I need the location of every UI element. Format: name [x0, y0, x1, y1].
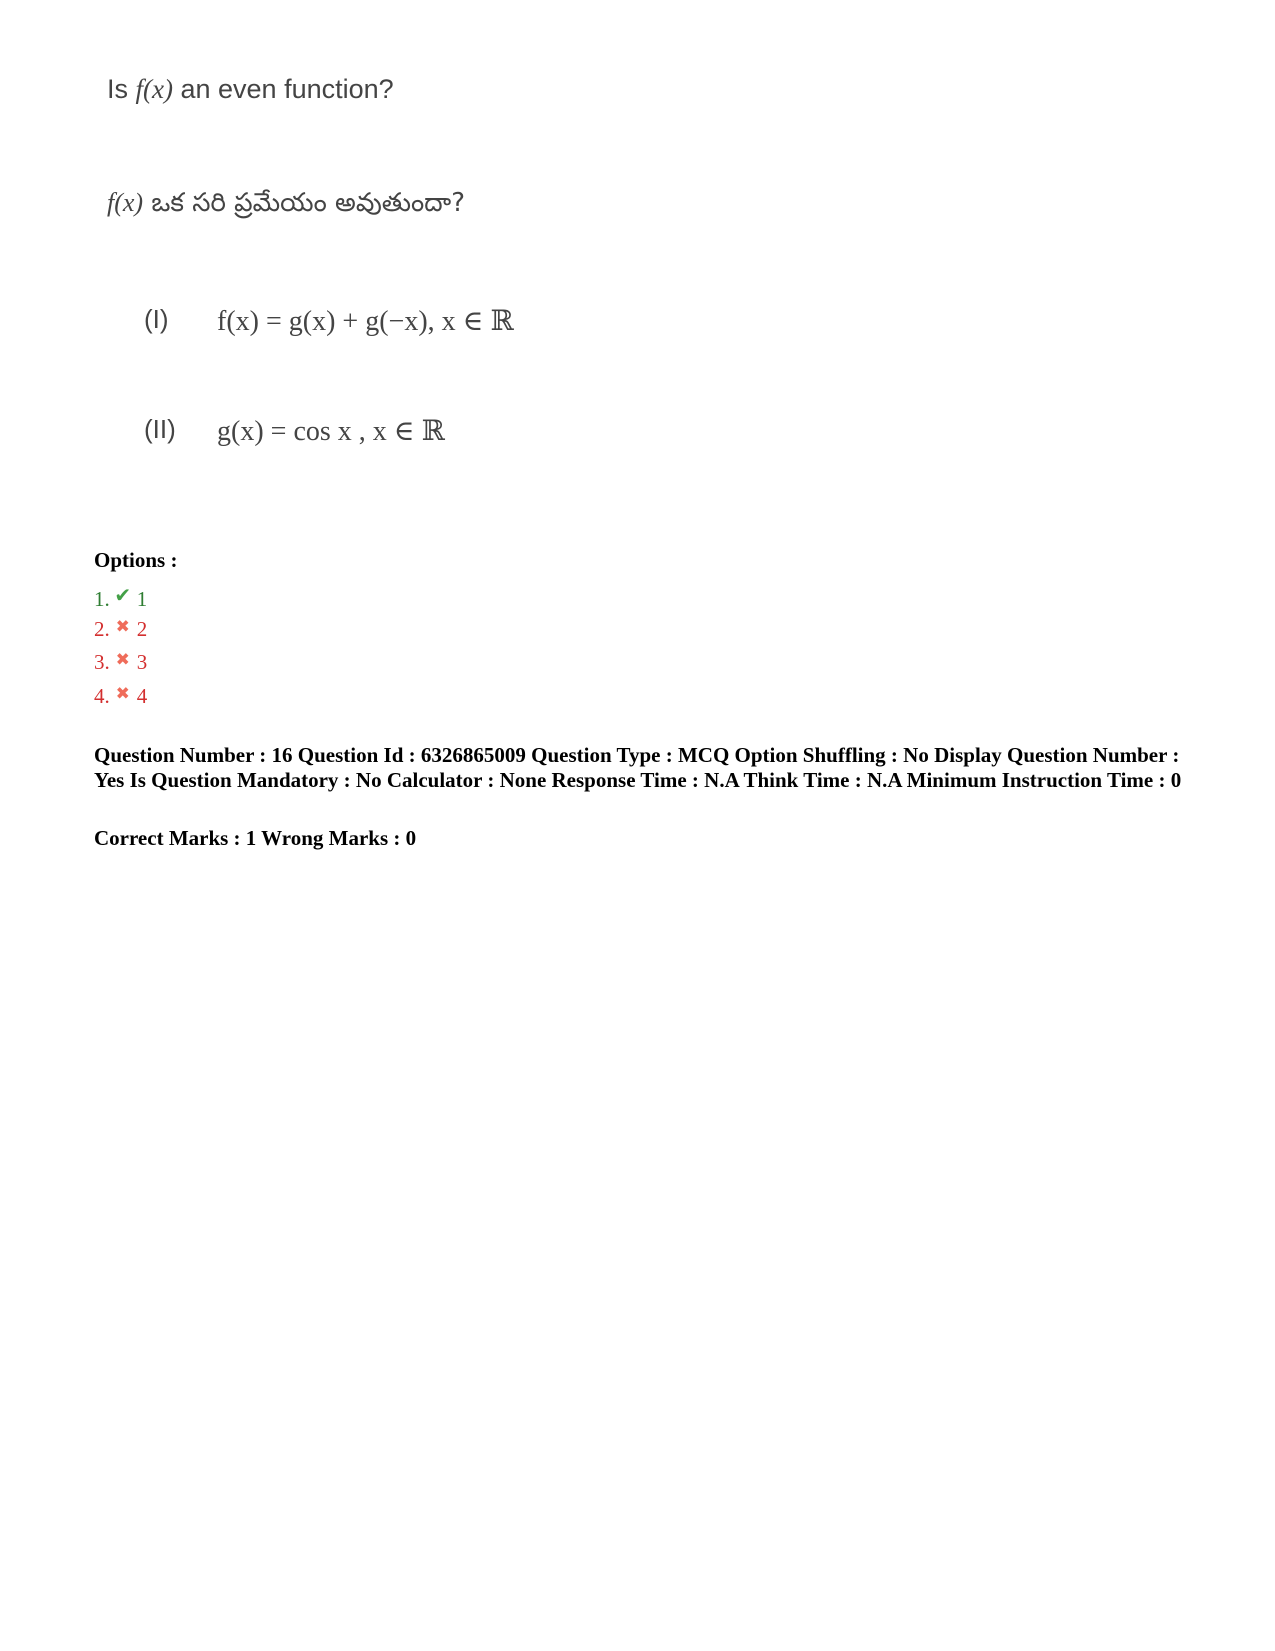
statement-2-label: (II) — [144, 414, 176, 444]
statement-2-expression: g(x) = cos x , x ∈ ℝ — [217, 416, 445, 447]
question-suffix: an even function? — [172, 74, 394, 104]
option-4 — [94, 684, 147, 709]
option-3 — [94, 650, 147, 675]
option-number: 4. — [94, 684, 110, 708]
cross-icon: ✖ — [115, 684, 130, 703]
options-heading: Options : — [94, 548, 178, 572]
option-number: 3. — [94, 650, 110, 674]
option-2 — [94, 617, 147, 642]
option-1 — [94, 583, 147, 612]
question-prefix: Is — [107, 74, 136, 104]
statement-1-expression: f(x) = g(x) + g(−x), x ∈ ℝ — [217, 306, 514, 337]
option-value: 4 — [136, 684, 148, 708]
question-english — [107, 74, 394, 105]
question-fx: f(x) — [135, 74, 173, 104]
question-telugu-fx: f(x) — [107, 188, 144, 217]
check-icon: ✔ — [114, 585, 132, 607]
option-value: 2 — [136, 617, 148, 641]
option-number: 2. — [94, 617, 110, 641]
option-value: 3 — [136, 650, 148, 674]
option-number: 1. — [94, 587, 110, 611]
statement-1-label: (I) — [144, 304, 169, 334]
option-value: 1 — [136, 587, 148, 611]
marks-info: Correct Marks : 1 Wrong Marks : 0 — [94, 826, 417, 850]
question-telugu — [107, 188, 465, 224]
cross-icon: ✖ — [115, 617, 130, 636]
question-telugu-text: ఒక సరి ప్రమేయం అవుతుందా? — [143, 188, 466, 218]
cross-icon: ✖ — [115, 650, 130, 669]
question-metadata: Question Number : 16 Question Id : 6326865009 Question Type : MCQ Option Shuffling : No Display Question Number : Yes Is Question Mandatory : No Calculator : None Response Time : N.A Think Time : N.A Minimum Instruction Time : 0 — [94, 743, 1182, 792]
